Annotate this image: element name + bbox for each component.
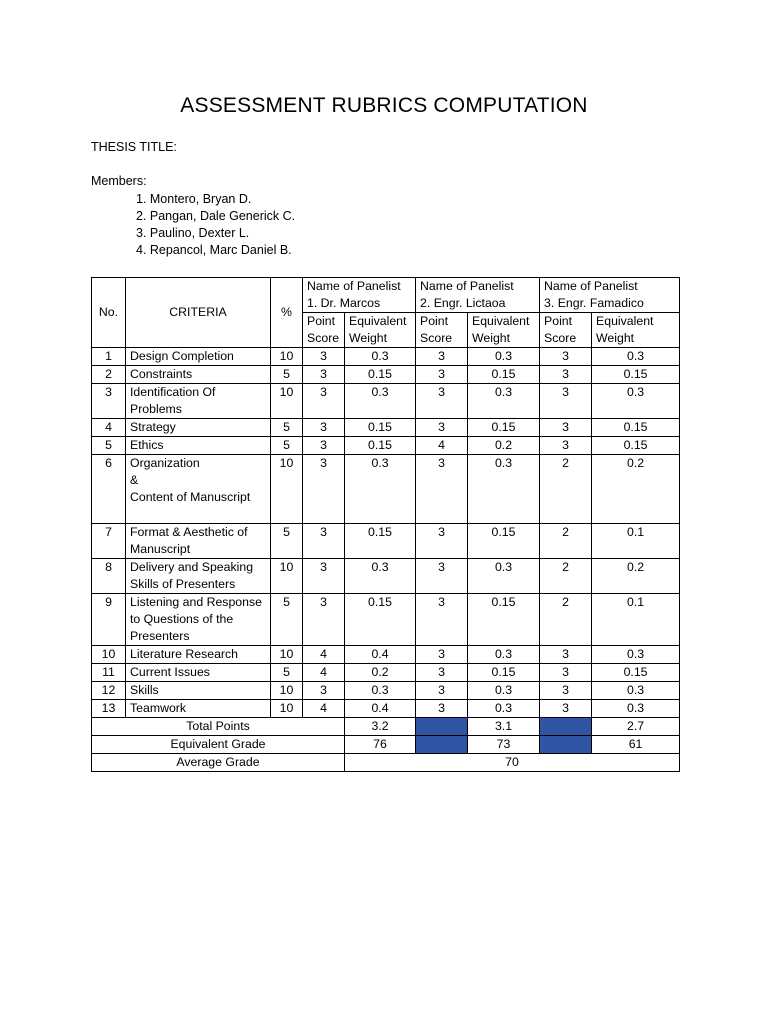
header-equivalent-weight: Equivalent Weight: [592, 313, 680, 348]
thesis-title-label: THESIS TITLE:: [91, 140, 177, 154]
row-point-score-3: 3: [540, 664, 592, 682]
row-point-score-3: 3: [540, 646, 592, 664]
shaded-cell: [540, 718, 592, 736]
row-weight-2: 0.15: [468, 366, 540, 384]
table-row: [92, 646, 680, 664]
row-percent: 10: [271, 646, 303, 664]
row-criteria: Skills: [126, 682, 271, 700]
row-weight-2: 0.3: [468, 646, 540, 664]
row-number: 10: [92, 646, 126, 664]
row-number: 9: [92, 594, 126, 646]
row-point-score-3: 3: [540, 682, 592, 700]
row-point-score-2: 3: [416, 646, 468, 664]
row-number: 4: [92, 419, 126, 437]
row-point-score-2: 3: [416, 524, 468, 559]
header-panelist-1: [303, 278, 416, 313]
row-number: 5: [92, 437, 126, 455]
row-criteria: Organization & Content of Manuscript: [126, 455, 271, 524]
row-weight-3: 0.1: [592, 524, 680, 559]
row-number: 2: [92, 366, 126, 384]
row-weight-3: 0.2: [592, 559, 680, 594]
row-point-score-1: 3: [303, 366, 345, 384]
row-weight-1: 0.15: [345, 419, 416, 437]
row-weight-2: 0.3: [468, 559, 540, 594]
table-row: [92, 594, 680, 646]
row-weight-3: 0.3: [592, 700, 680, 718]
total-points-panelist-1: 3.2: [345, 718, 416, 736]
panelist-2-label: Name of Panelist: [420, 279, 514, 293]
row-weight-1: 0.3: [345, 384, 416, 419]
row-weight-3: 0.15: [592, 664, 680, 682]
row-point-score-1: 3: [303, 348, 345, 366]
row-weight-2: 0.3: [468, 348, 540, 366]
header-equivalent-weight: Equivalent Weight: [345, 313, 416, 348]
row-point-score-1: 3: [303, 594, 345, 646]
row-weight-3: 0.3: [592, 348, 680, 366]
panelist-3-name: 3. Engr. Famadico: [544, 296, 644, 310]
row-number: 3: [92, 384, 126, 419]
panelist-2-name: 2. Engr. Lictaoa: [420, 296, 506, 310]
row-weight-2: 0.15: [468, 524, 540, 559]
row-number: 7: [92, 524, 126, 559]
row-weight-1: 0.15: [345, 437, 416, 455]
row-criteria: Ethics: [126, 437, 271, 455]
table-row: [92, 384, 680, 419]
row-percent: 5: [271, 419, 303, 437]
table-row: [92, 700, 680, 718]
page-title: ASSESSMENT RUBRICS COMPUTATION: [180, 94, 588, 117]
row-number: 8: [92, 559, 126, 594]
total-points-panelist-2: 3.1: [468, 718, 540, 736]
equivalent-grade-row: [92, 736, 680, 754]
row-point-score-2: 3: [416, 559, 468, 594]
total-points-label: Total Points: [92, 718, 345, 736]
row-point-score-3: 2: [540, 524, 592, 559]
shaded-cell: [416, 718, 468, 736]
row-point-score-1: 3: [303, 384, 345, 419]
row-point-score-2: 3: [416, 384, 468, 419]
header-panelist-2: [416, 278, 540, 313]
row-point-score-1: 4: [303, 700, 345, 718]
header-percent: %: [271, 278, 303, 348]
rubric-table: [91, 277, 680, 772]
row-point-score-2: 3: [416, 366, 468, 384]
row-weight-3: 0.15: [592, 366, 680, 384]
member-item: 2. Pangan, Dale Generick C.: [136, 209, 296, 223]
row-weight-1: 0.3: [345, 455, 416, 524]
row-point-score-3: 3: [540, 366, 592, 384]
row-criteria: Constraints: [126, 366, 271, 384]
shaded-cell: [540, 736, 592, 754]
total-points-row: [92, 718, 680, 736]
members-list: [136, 191, 295, 259]
row-point-score-2: 3: [416, 348, 468, 366]
member-item: 1. Montero, Bryan D.: [136, 192, 252, 206]
row-number: 6: [92, 455, 126, 524]
row-percent: 5: [271, 366, 303, 384]
row-percent: 5: [271, 524, 303, 559]
header-no: No.: [92, 278, 126, 348]
row-criteria: Teamwork: [126, 700, 271, 718]
row-percent: 10: [271, 700, 303, 718]
row-point-score-3: 3: [540, 348, 592, 366]
row-criteria: Delivery and Speaking Skills of Presenters: [126, 559, 271, 594]
header-criteria: CRITERIA: [126, 278, 271, 348]
row-weight-3: 0.3: [592, 384, 680, 419]
total-points-panelist-3: 2.7: [592, 718, 680, 736]
row-criteria: Format & Aesthetic of Manuscript: [126, 524, 271, 559]
row-criteria: Listening and Response to Questions of the Presenters: [126, 594, 271, 646]
table-row: [92, 559, 680, 594]
table-row: [92, 664, 680, 682]
member-item: 3. Paulino, Dexter L.: [136, 226, 250, 240]
row-percent: 10: [271, 682, 303, 700]
members-label: Members:: [91, 174, 147, 188]
row-number: 1: [92, 348, 126, 366]
row-weight-2: 0.2: [468, 437, 540, 455]
row-weight-3: 0.2: [592, 455, 680, 524]
average-grade-row: [92, 754, 680, 772]
rubric-body: [92, 348, 680, 718]
row-weight-3: 0.15: [592, 419, 680, 437]
row-weight-2: 0.15: [468, 419, 540, 437]
row-criteria: Strategy: [126, 419, 271, 437]
row-criteria: Design Completion: [126, 348, 271, 366]
row-number: 11: [92, 664, 126, 682]
panelist-1-label: Name of Panelist: [307, 279, 401, 293]
row-point-score-2: 3: [416, 700, 468, 718]
row-weight-3: 0.1: [592, 594, 680, 646]
row-weight-2: 0.3: [468, 700, 540, 718]
member-item: 4. Repancol, Marc Daniel B.: [136, 243, 292, 257]
row-point-score-1: 3: [303, 437, 345, 455]
table-row: [92, 348, 680, 366]
header-point-score: Point Score: [303, 313, 345, 348]
row-percent: 10: [271, 384, 303, 419]
row-point-score-2: 3: [416, 455, 468, 524]
row-point-score-3: 3: [540, 437, 592, 455]
row-point-score-3: 3: [540, 419, 592, 437]
row-point-score-3: 3: [540, 384, 592, 419]
row-weight-1: 0.15: [345, 594, 416, 646]
table-row: [92, 437, 680, 455]
row-weight-2: 0.3: [468, 384, 540, 419]
row-point-score-2: 4: [416, 437, 468, 455]
row-criteria: Current Issues: [126, 664, 271, 682]
average-grade-label: Average Grade: [92, 754, 345, 772]
equivalent-grade-label: Equivalent Grade: [92, 736, 345, 754]
row-point-score-2: 3: [416, 594, 468, 646]
row-percent: 10: [271, 559, 303, 594]
row-weight-1: 0.15: [345, 366, 416, 384]
table-row: [92, 419, 680, 437]
row-percent: 5: [271, 664, 303, 682]
row-point-score-3: 2: [540, 559, 592, 594]
table-row: [92, 366, 680, 384]
equivalent-grade-panelist-3: 61: [592, 736, 680, 754]
panelist-1-name: 1. Dr. Marcos: [307, 296, 381, 310]
row-point-score-3: 2: [540, 594, 592, 646]
row-weight-2: 0.3: [468, 455, 540, 524]
row-number: 12: [92, 682, 126, 700]
average-grade-value: 70: [345, 754, 680, 772]
row-weight-2: 0.15: [468, 594, 540, 646]
panelist-3-label: Name of Panelist: [544, 279, 638, 293]
row-weight-1: 0.3: [345, 559, 416, 594]
row-point-score-1: 4: [303, 664, 345, 682]
row-criteria: Identification Of Problems: [126, 384, 271, 419]
header-panelist-3: [540, 278, 680, 313]
row-criteria: Literature Research: [126, 646, 271, 664]
header-point-score: Point Score: [540, 313, 592, 348]
row-point-score-1: 3: [303, 524, 345, 559]
row-weight-2: 0.15: [468, 664, 540, 682]
row-weight-2: 0.3: [468, 682, 540, 700]
row-weight-1: 0.4: [345, 646, 416, 664]
row-weight-3: 0.3: [592, 682, 680, 700]
row-point-score-3: 3: [540, 700, 592, 718]
row-weight-1: 0.3: [345, 682, 416, 700]
row-weight-3: 0.15: [592, 437, 680, 455]
row-point-score-1: 3: [303, 455, 345, 524]
equivalent-grade-panelist-1: 76: [345, 736, 416, 754]
row-point-score-2: 3: [416, 682, 468, 700]
row-percent: 5: [271, 437, 303, 455]
equivalent-grade-panelist-2: 73: [468, 736, 540, 754]
row-weight-1: 0.2: [345, 664, 416, 682]
row-point-score-1: 3: [303, 559, 345, 594]
row-point-score-2: 3: [416, 419, 468, 437]
table-row: [92, 524, 680, 559]
row-point-score-1: 3: [303, 682, 345, 700]
header-equivalent-weight: Equivalent Weight: [468, 313, 540, 348]
row-point-score-3: 2: [540, 455, 592, 524]
row-weight-3: 0.3: [592, 646, 680, 664]
header-point-score: Point Score: [416, 313, 468, 348]
table-row: [92, 682, 680, 700]
row-weight-1: 0.3: [345, 348, 416, 366]
row-weight-1: 0.4: [345, 700, 416, 718]
row-percent: 10: [271, 348, 303, 366]
row-percent: 5: [271, 594, 303, 646]
row-percent: 10: [271, 455, 303, 524]
row-point-score-1: 4: [303, 646, 345, 664]
table-row: [92, 455, 680, 524]
shaded-cell: [416, 736, 468, 754]
row-point-score-2: 3: [416, 664, 468, 682]
row-weight-1: 0.15: [345, 524, 416, 559]
row-point-score-1: 3: [303, 419, 345, 437]
row-number: 13: [92, 700, 126, 718]
